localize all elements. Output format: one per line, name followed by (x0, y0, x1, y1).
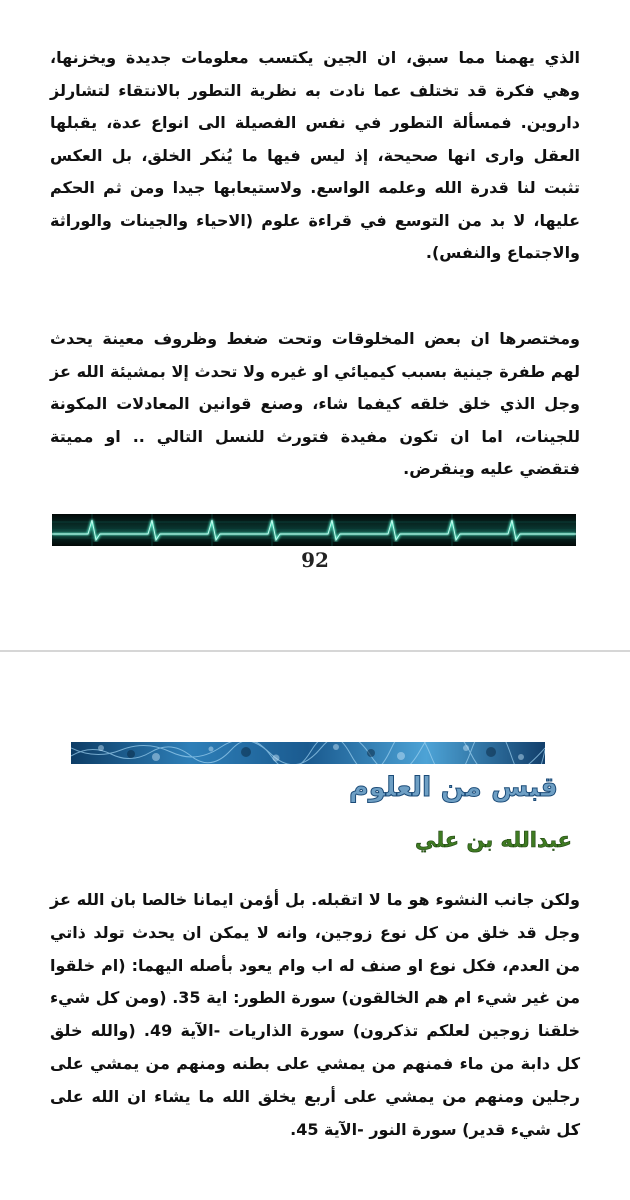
ekg-decorative-strip (52, 514, 576, 546)
decorative-banner (71, 742, 545, 764)
page-divider (0, 650, 630, 652)
body-paragraph-3: ولكن جانب النشوء هو ما لا اتقبله. بل أؤمن ايمانا خالصا بان الله عز وجل قد خلق من كل نوع زوجين، وانه لا يمكن ان يحدث تولد ذاتي من العدم، فكل نوع او صنف له اب وام يعود بأصله اليهما: (ام خلقوا من غير شيء ام هم الخالقون) سورة الطور: اية 35. (ومن كل شيء خلقنا زوجين لعلكم تذكرون) سورة الذاريات -الآية 49. (والله خلق كل دابة من ماء فمنهم من يمشي على بطنه ومنهم من يمشي على رجلين ومنهم من يمشي على أربع يخلق الله ما يشاء ان الله على كل شيء قدير) سورة النور -الآية 45. (50, 890, 581, 1139)
author-name: عبدالله بن علي (414, 828, 572, 852)
page-number: 92 (301, 548, 329, 572)
book-title: قبس من العلوم (348, 772, 558, 803)
body-paragraph-2: ومختصرها ان بعض المخلوقات وتحت ضغط وظروف معينة يحدث لهم طفرة جينية بسبب كيميائي او غيره ولا تحدث إلا بمشيئة الله عز وجل الذي خلق خلقه كيفما شاء، وصنع قوانين المعادلات المكونة للجينات، اما ان تكون مفيدة فتورث للنسل التالي .. او مميتة فتقضي عليه وينقرض. (50, 329, 580, 478)
body-paragraph-1: الذي يهمنا مما سبق، ان الجين يكتسب معلومات جديدة ويخزنها، وهي فكرة قد تختلف عما نادت به نظرية التطور بالانتقاء لتشارلز داروين. فمسألة التطور في نفس الفصيلة الى انواع عدة، يقبلها العقل واری انها صحيحة، إذ ليس فيها ما يُنكر الخلق، بل العكس تثبت لنا قدرة الله وعلمه الواسع. ولاستيعابها جيدا ومن ثم الحكم عليها، لا بد من التوسع في قراءة علوم (الاحياء والجينات والوراثة والاجتماع والنفس). (50, 48, 580, 262)
